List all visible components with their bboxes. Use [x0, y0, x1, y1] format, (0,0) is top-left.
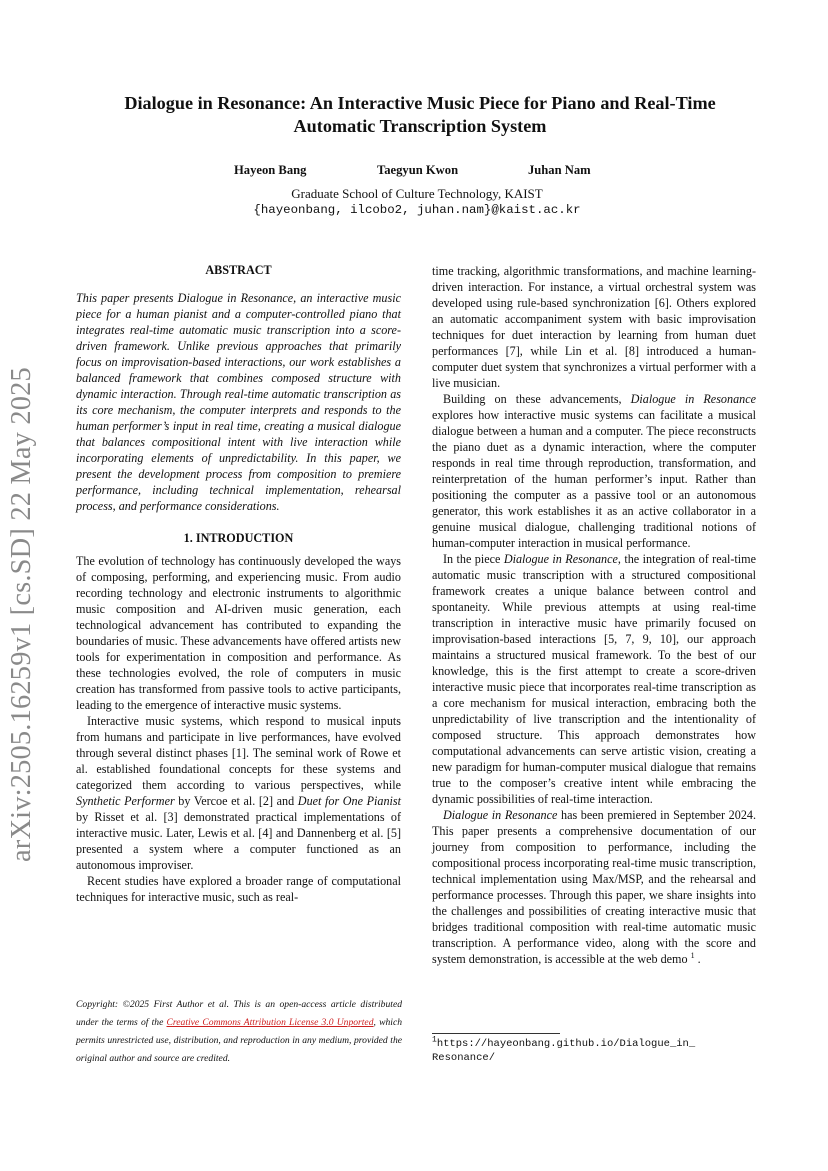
footnote-url[interactable]: https://hayeonbang.github.io/Dialogue_in_ Resonance/ [432, 1038, 696, 1064]
text-run: , the integration of real-time automatic music transcription with a structured compositional framework creates a unique balance between control and spontaneity. While previous attempts at using real-time transcription in interactive music have primarily focused on improvisation-based interactions [5, 7, 9, 10], our approach maintains a structured musical framework. To the best of our knowledge, this is the first attempt to create a score-driven interactive music piece that incorporates real-time transcription as a core mechanism for musical interaction, embracing both the unpredictability of live transcription and the intentionality of composed structure. This approach demonstrates how computational advancements can serve artistic vision, creating a new paradigm for human-computer musical dialogue that remains true to the composer’s creative intent while embracing the dynamic possibilities of real-time interaction. [432, 552, 756, 806]
author-name: Juhan Nam [528, 163, 591, 177]
title-line-1: Dialogue in Resonance: An Interactive Music Piece for Piano and Real-Time [124, 93, 716, 113]
footnote-divider [432, 1033, 560, 1034]
copyright-text: , which permits unrestricted use, distribution, and reproduction in any medium, provided the original author and source are credited. [76, 1017, 402, 1064]
affiliation: Graduate School of Culture Technology, KAIST [291, 186, 543, 201]
footnote [432, 1037, 762, 1065]
text-run: Interactive music systems, which respond to musical inputs from humans and participate in live performances, have evolved through several distinct phases [1]. The seminal work of Rowe et al. established foundational concepts for these systems and categorized them according to various perspectives, while [76, 714, 401, 792]
work-title: Dialogue in Resonance [503, 552, 618, 566]
copyright-text: Copyright: ©2025 First Author et al. This is an open-access article distributed under the terms of the [76, 999, 402, 1028]
work-title: Synthetic Performer [76, 794, 175, 808]
license-link[interactable]: Creative Commons Attribution License 3.0 Unported [166, 1017, 374, 1028]
footnote-number: 1 [432, 1035, 437, 1045]
text-run: Building on these advancements, [443, 392, 631, 406]
title-line-2: Automatic Transcription System [293, 116, 547, 136]
intro-paragraph-4 [432, 391, 756, 551]
author-name: Taegyun Kwon [377, 163, 459, 177]
abstract-text: This paper presents Dialogue in Resonance, an interactive music piece for a human pianist and a computer-controlled piano that integrates real-time automatic music transcription into a score-driven framework. Unlike previous approaches that primarily focus on improvisation-based interactions, our work establishes a balanced framework that combines composed structure with dynamic interaction. Through real-time automatic transcription as its core mechanism, the computer interprets and responds to the human performer’s input in real time, creating a musical dialogue that balances compositional intent with live interaction while incorporating elements of unpredictability. In this paper, we present the development process from composition to premiere performance, including technical implementation, rehearsal process, and performance considerations. [76, 291, 401, 513]
paper-title [70, 92, 770, 138]
copyright-notice [76, 996, 402, 1068]
arxiv-identifier: arXiv:2505.16259v1 [cs.SD] 22 May 2025 [6, 367, 37, 862]
text-run: by Vercoe et al. [2] and [174, 794, 298, 808]
work-title: Duet for One Pianist [297, 794, 402, 808]
work-title: Dialogue in Resonance [443, 808, 558, 822]
left-column [76, 262, 401, 905]
intro-paragraph-5 [432, 551, 756, 807]
right-column [432, 263, 756, 967]
work-title: Dialogue in Resonance [630, 392, 756, 406]
text-run: In the piece [443, 552, 504, 566]
intro-paragraph-6 [432, 807, 756, 967]
text-run: has been premiered in September 2024. This paper presents a comprehensive documentation of our journey from composition to performance, including the compositional process incorporating real-time music transcription, technical implementation using Max/MSP, and the rehearsal and performance processes. Through this paper, we share insights into the challenges and possibilities of creating interactive music that bridges traditional composition with real-time automatic music transcription. A performance video, along with the score and system demonstration, is accessible at the web demo [432, 808, 756, 966]
footnote-marker[interactable]: 1 [690, 950, 695, 960]
intro-paragraph-3-cont: time tracking, algorithmic transformations, and machine learning-driven interaction. For instance, a virtual orchestral system was developed using rule-based synchronization [6]. Others explored an automatic accompaniment system with basic improvisation techniques for duet interaction by learning from human duet performances [7], while Lin et al. [8] introduced a human-computer duet system that synchronizes a virtual performer with a live musician. [432, 264, 756, 390]
abstract-heading: ABSTRACT [205, 263, 272, 277]
text-run: . [694, 952, 701, 966]
intro-paragraph-2 [76, 713, 401, 873]
intro-paragraph-1: The evolution of technology has continuously developed the ways of composing, performing, and experiencing music. From audio recording technology and electronic instruments to algorithmic music composition and AI-driven music generation, each technological advancement has contributed to expanding the boundaries of music. These advancements have offered artists new tools for experimentation in composition and performance. As these technologies evolved, the role of computers in music creation has transformed from passive tools to active participants, leading to the emergence of interactive music systems. [76, 554, 401, 712]
text-run: explores how interactive music systems can facilitate a musical dialogue between a human and a computer. The piece reconstructs the piano duet as a dynamic interaction, where the computer responds in real time through reproduction, transformation, and reinterpretation of the human performer’s input. Rather than positioning the computer as a passive tool or an autonomous generator, this work establishes it as an active collaborator in a genuine musical dialogue, challenging traditional notions of human-computer interaction in musical performance. [432, 408, 756, 550]
intro-paragraph-3-start: Recent studies have explored a broader range of computational techniques for interactive music, such as real- [76, 874, 401, 904]
text-run: by Risset et al. [3] demonstrated practical implementations of interactive music. Later, Lewis et al. [4] and Dannenberg et al. [5] presented a system where a computer functioned as an autonomous improviser. [76, 810, 401, 872]
author-emails: {hayeonbang, ilcobo2, juhan.nam}@kaist.ac.kr [253, 203, 581, 217]
introduction-heading: 1. INTRODUCTION [183, 531, 294, 545]
author-name: Hayeon Bang [234, 163, 307, 177]
